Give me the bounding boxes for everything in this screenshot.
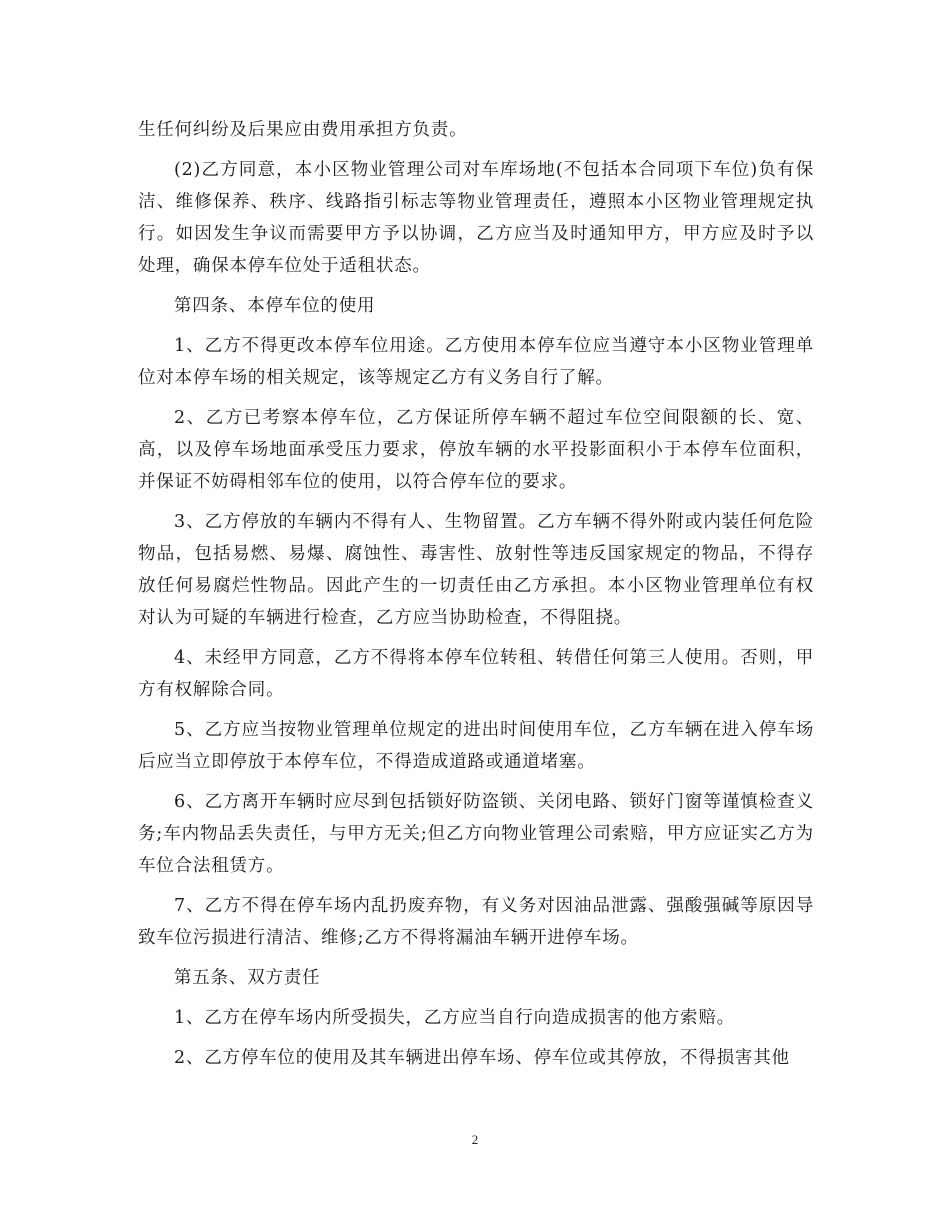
paragraph: 1、乙方在停车场内所受损失，乙方应当自行向造成损害的他方索赔。 [174,1008,735,1028]
paragraph: 生任何纠纷及后果应由费用承担方负责。 [138,120,468,140]
paragraph: (2)乙方同意，本小区物业管理公司对车库场地(不包括本合同项下车位)负有保洁、维修保养、秩序、线路指引标志等物业管理责任，遵照本小区物业管理规定执行。如因发生争议而需要甲方予以协调，乙方应当及时通知甲方，甲方应及时予以处理，确保本停车位处于适租状态。 [138,160,814,276]
document-body [138,114,814,1082]
paragraph: 2、乙方停车位的使用及其车辆进出停车场、停车位或其停放，不得损害其他 [174,1048,790,1068]
paragraph: 7、乙方不得在停车场内乱扔废弃物，有义务对因油品泄露、强酸强碱等原因导致车位污损进行清洁、维修;乙方不得将漏油车辆开进停车场。 [138,896,814,948]
paragraph: 2、乙方已考察本停车位，乙方保证所停车辆不超过车位空间限额的长、宽、高，以及停车场地面承受压力要求，停放车辆的水平投影面积小于本停车位面积，并保证不妨碍相邻车位的使用，以符合停车位的要求。 [138,408,814,492]
paragraph: 6、乙方离开车辆时应尽到包括锁好防盗锁、关闭电路、锁好门窗等谨慎检查义务;车内物品丢失责任，与甲方无关;但乙方向物业管理公司索赔，甲方应证实乙方为车位合法租赁方。 [138,792,814,876]
section-heading: 第五条、双方责任 [174,968,321,988]
paragraph: 5、乙方应当按物业管理单位规定的进出时间使用车位，乙方车辆在进入停车场后应当立即停放于本停车位，不得造成道路或通道堵塞。 [138,720,814,772]
paragraph: 1、乙方不得更改本停车位用途。乙方使用本停车位应当遵守本小区物业管理单位对本停车场的相关规定，该等规定乙方有义务自行了解。 [138,336,814,388]
paragraph: 3、乙方停放的车辆内不得有人、生物留置。乙方车辆不得外附或内装任何危险物品，包括易燃、易爆、腐蚀性、毒害性、放射性等违反国家规定的物品，不得存放任何易腐烂性物品。因此产生的一切责任由乙方承担。本小区物业管理单位有权对认为可疑的车辆进行检查，乙方应当协助检查，不得阻挠。 [138,512,814,628]
section-heading: 第四条、本停车位的使用 [174,296,376,316]
page-number: 2 [471,1132,479,1147]
paragraph: 4、未经甲方同意，乙方不得将本停车位转租、转借任何第三人使用。否则，甲方有权解除合同。 [138,648,814,700]
